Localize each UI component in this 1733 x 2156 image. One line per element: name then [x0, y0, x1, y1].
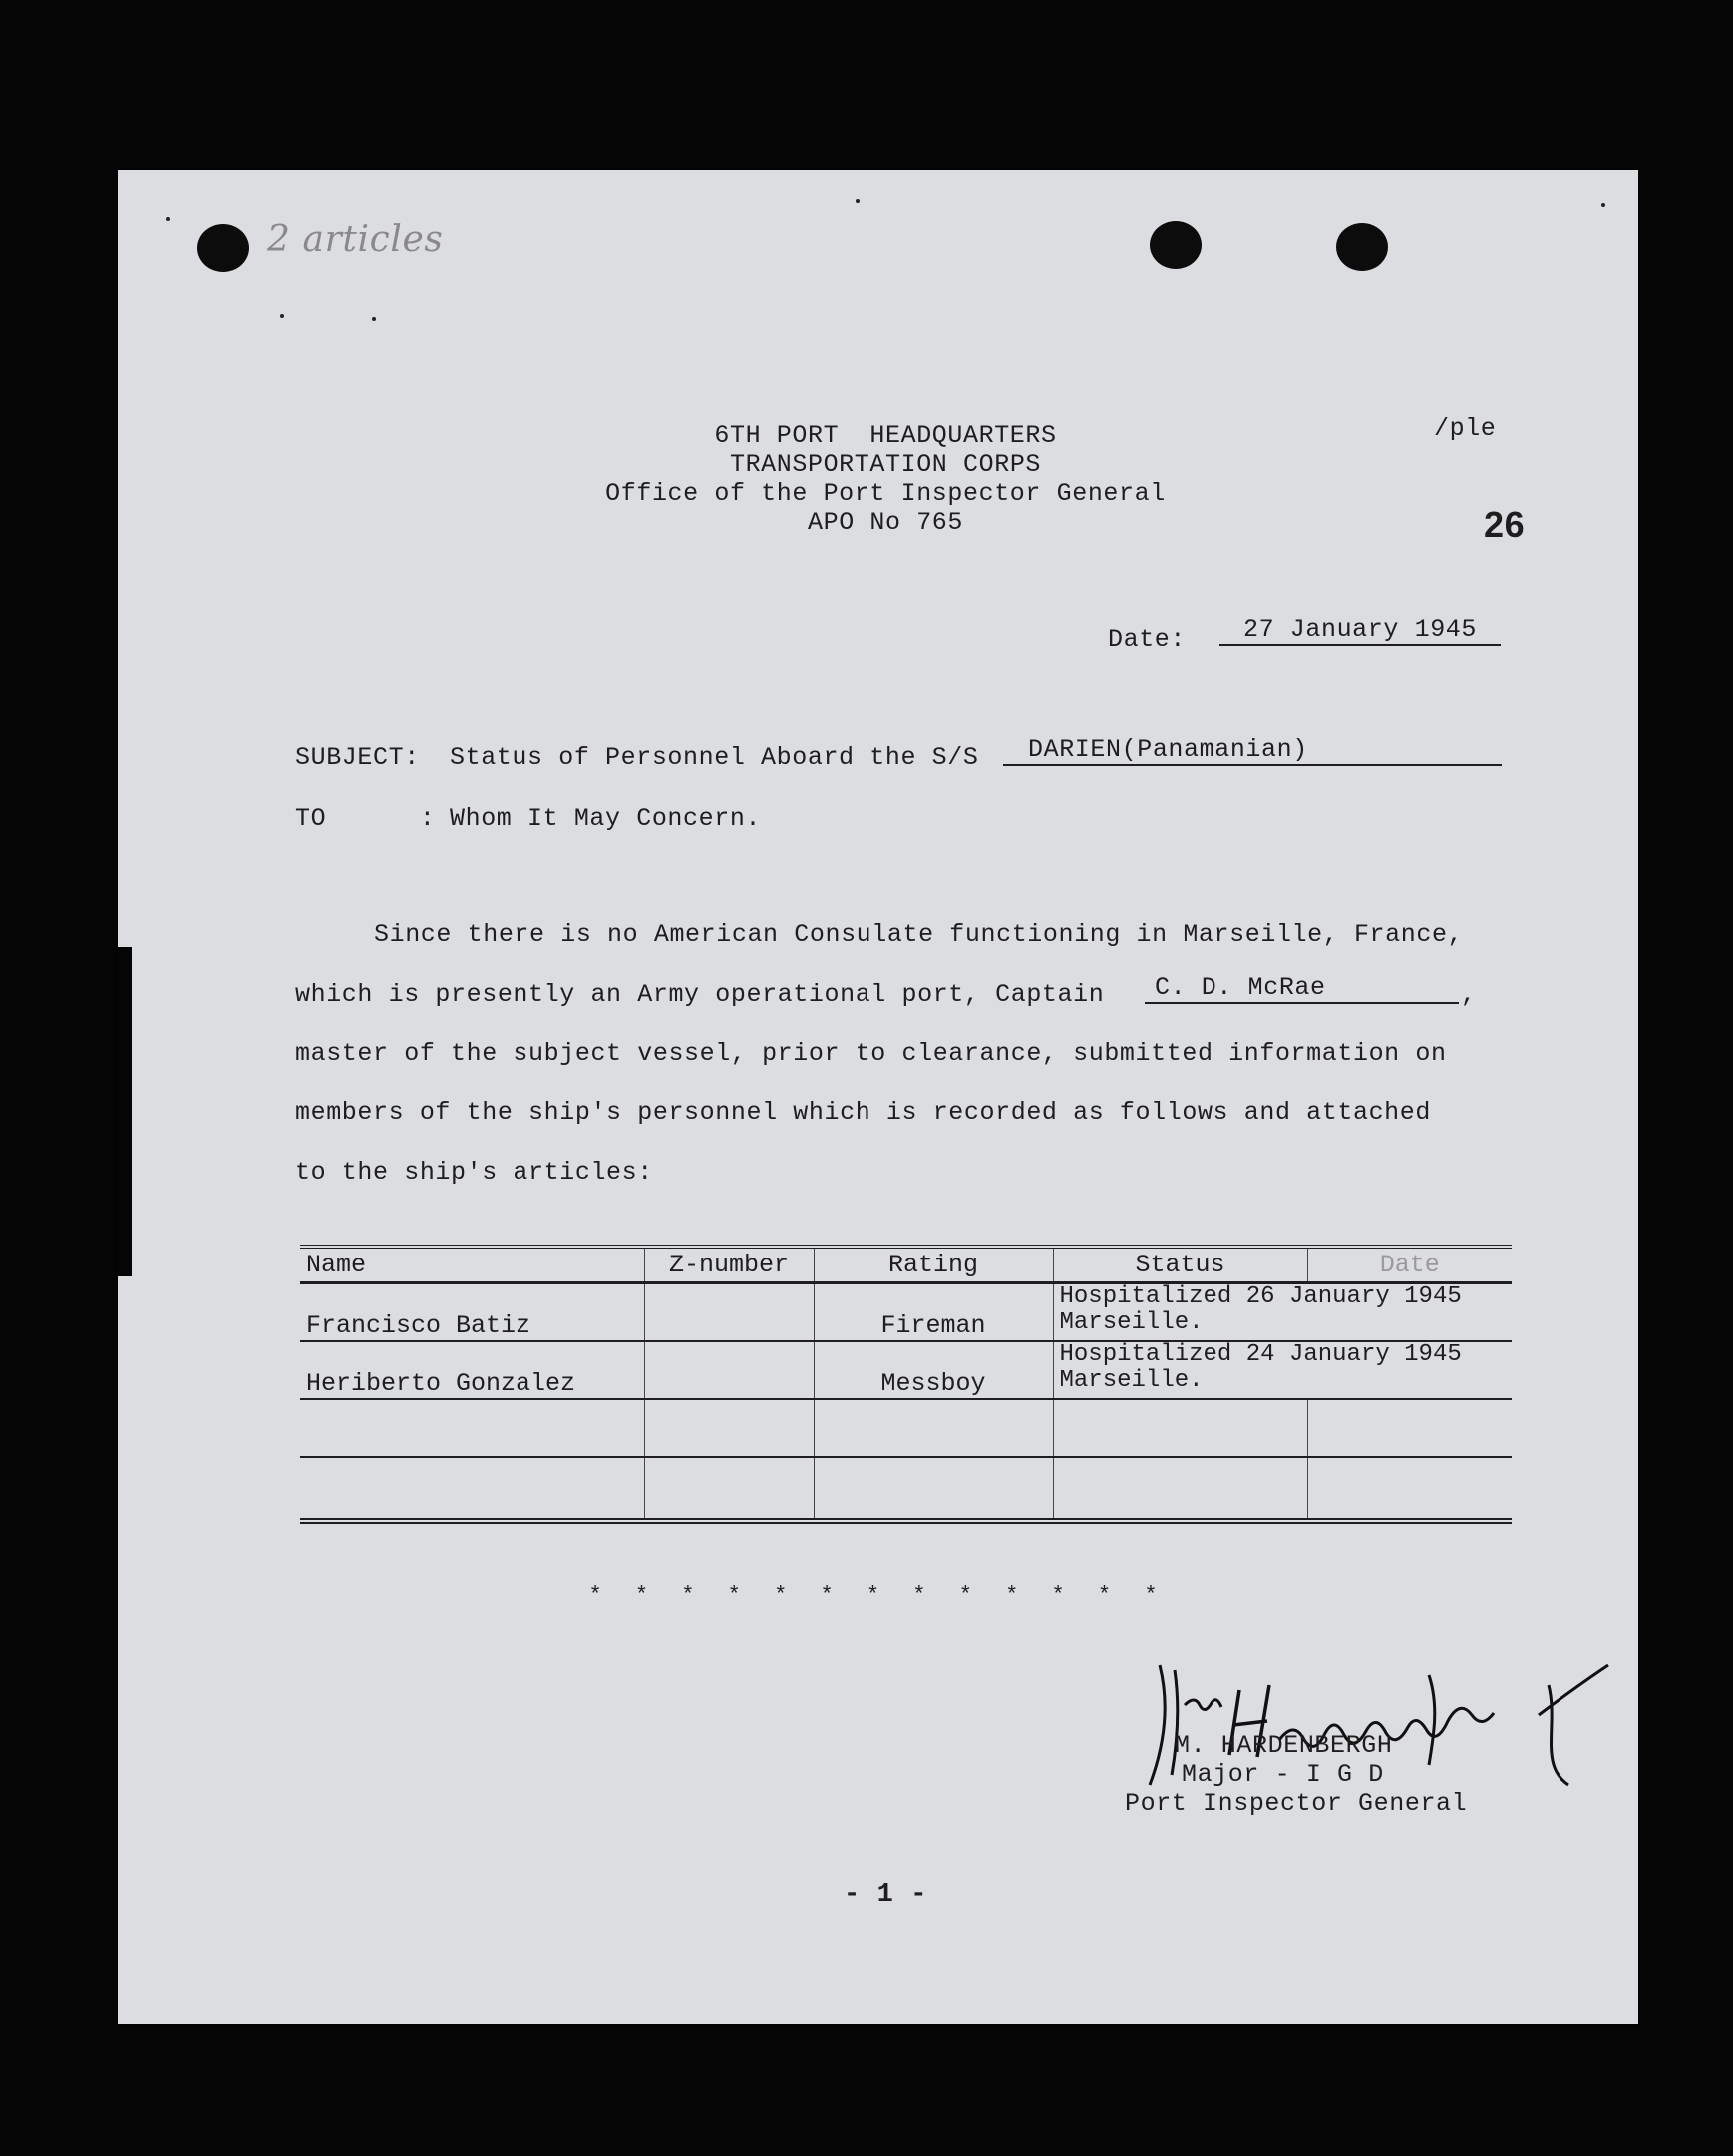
letterhead-line-4: APO No 765 — [807, 508, 964, 537]
table-header-row — [300, 1247, 1512, 1283]
column-header-rating: Rating — [814, 1247, 1053, 1283]
cell-name: Francisco Batiz — [300, 1283, 644, 1342]
body-line-2: which is presently an Army operational port, Captain — [295, 980, 1105, 1009]
margin-note: 2 articles — [267, 219, 444, 260]
cell-status — [1053, 1283, 1512, 1342]
table-row — [300, 1341, 1512, 1399]
letterhead-line-2: TRANSPORTATION CORPS — [729, 450, 1042, 479]
subject-label: SUBJECT: — [295, 743, 420, 772]
subject-text: Status of Personnel Aboard the S/S — [450, 743, 979, 772]
date-value: 27 January 1945 — [1219, 615, 1501, 646]
speck — [166, 217, 170, 221]
cell-z-number — [644, 1341, 814, 1399]
signatory-name: M. HARDENBERGH — [1175, 1731, 1393, 1760]
table-row — [300, 1283, 1512, 1342]
cell-rating: Messboy — [814, 1341, 1053, 1399]
document-page — [118, 170, 1638, 2024]
cell-rating: Fireman — [814, 1283, 1053, 1342]
personnel-table — [300, 1245, 1512, 1524]
date-label: Date: — [1108, 625, 1187, 654]
punch-hole — [197, 224, 249, 272]
signatory-rank: Major - I G D — [1182, 1760, 1384, 1789]
status-line-1: Hospitalized 26 January 1945 — [1059, 1283, 1462, 1310]
column-header-status: Status — [1053, 1247, 1307, 1283]
status-line-2: Marseille. — [1059, 1309, 1204, 1336]
punch-hole — [1336, 223, 1388, 271]
letterhead-line-1: 6TH PORT HEADQUARTERS — [714, 421, 1057, 450]
column-header-date: Date — [1307, 1247, 1512, 1283]
body-line-3: master of the subject vessel, prior to clearance, submitted information on — [295, 1039, 1447, 1068]
to-text: Whom It May Concern. — [450, 804, 762, 833]
speck — [372, 317, 376, 321]
cell-name: Heriberto Gonzalez — [300, 1341, 644, 1399]
separator-stars: * * * * * * * * * * * * * — [588, 1583, 1168, 1608]
status-line-2: Marseille. — [1059, 1367, 1204, 1394]
speck — [856, 199, 860, 203]
table-row-empty — [300, 1399, 1512, 1457]
letterhead-line-3: Office of the Port Inspector General — [605, 479, 1166, 508]
signatory-title: Port Inspector General — [1125, 1789, 1468, 1818]
column-header-name: Name — [300, 1247, 644, 1283]
file-reference: /ple — [1434, 414, 1497, 443]
column-header-z-number: Z-number — [644, 1247, 814, 1283]
page-number: - 1 - — [843, 1880, 927, 1910]
cell-z-number — [644, 1283, 814, 1342]
table-row-empty — [300, 1457, 1512, 1521]
file-number: 26 — [1484, 504, 1526, 544]
status-line-1: Hospitalized 24 January 1945 — [1059, 1341, 1462, 1368]
speck — [1601, 203, 1605, 207]
vessel-name: DARIEN(Panamanian) — [1003, 735, 1502, 766]
body-line-2-comma: , — [1461, 980, 1477, 1009]
body-line-4: members of the ship's personnel which is recorded as follows and attached — [295, 1098, 1431, 1127]
punch-hole — [1150, 221, 1202, 269]
body-line-5: to the ship's articles: — [295, 1158, 653, 1187]
speck — [280, 314, 284, 318]
captain-name: C. D. McRae — [1145, 973, 1459, 1004]
cell-status — [1053, 1341, 1512, 1399]
to-label: TO : — [295, 804, 436, 833]
body-line-1: Since there is no American Consulate functioning in Marseille, France, — [374, 920, 1464, 949]
